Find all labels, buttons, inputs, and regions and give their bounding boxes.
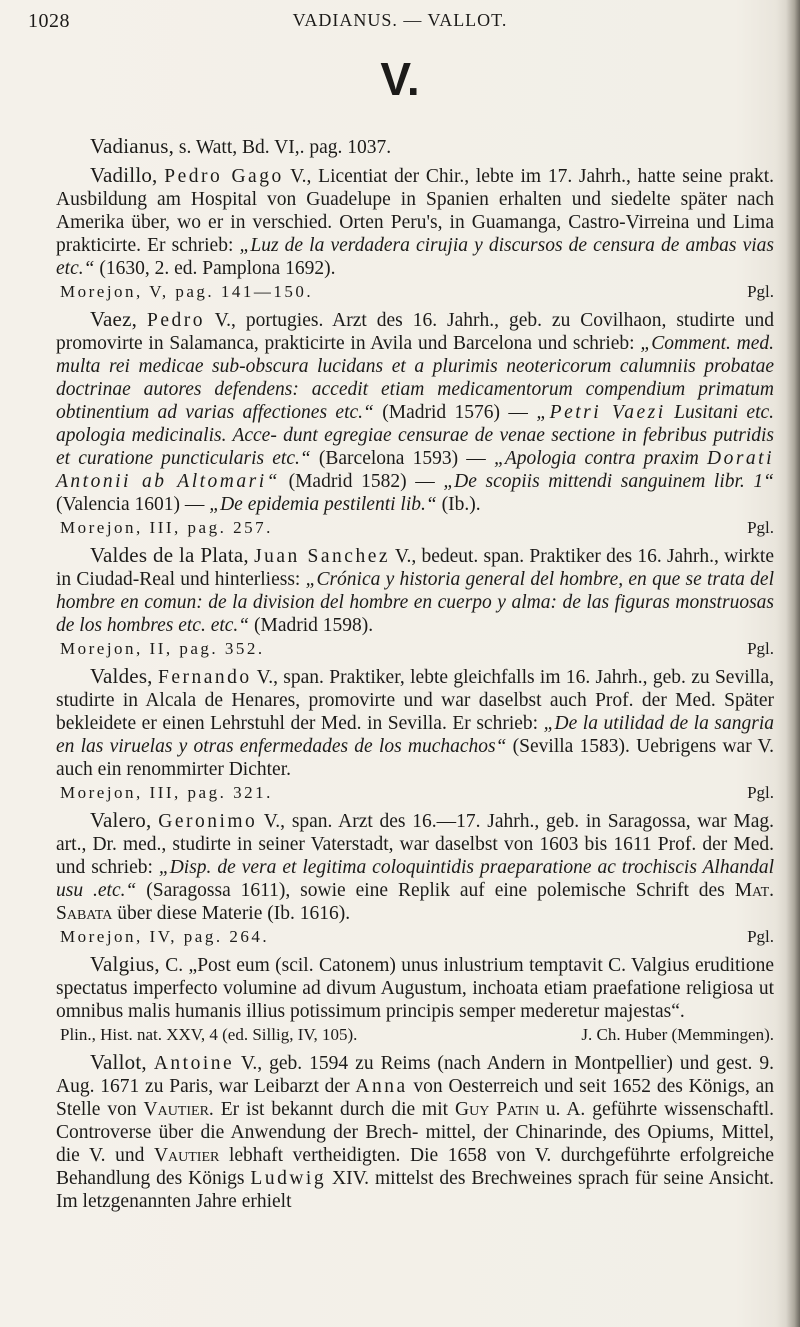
biography-text: C. „Post eum (scil. Catonem) unus inlustrium temptavit C. Valgius eruditione spectatus imperfecto volumine ad divum Augustum, inchoata etiam praefatione religiosa ut omnibus malis humanis illius potissimum principis semper mederetur majestas“. bbox=[56, 955, 774, 1022]
source-line bbox=[56, 925, 774, 948]
work-title: „De scopiis mittendi sanguinem libr. 1“ bbox=[443, 471, 774, 492]
source-line bbox=[56, 637, 774, 660]
author-abbreviation: Pgl. bbox=[747, 282, 774, 301]
biography-text: über diese Materie (Ib. 1616). bbox=[117, 903, 351, 924]
headword: Valdes, bbox=[90, 664, 153, 688]
running-head: VADIANUS. — VALLOT. bbox=[292, 10, 508, 30]
dictionary-entries bbox=[56, 135, 774, 1218]
entry-valero bbox=[56, 809, 774, 948]
work-title: „Apologia contra praxim bbox=[493, 448, 699, 469]
entry-vallot bbox=[56, 1051, 774, 1213]
biography-text: (Madrid 1598). bbox=[254, 615, 374, 636]
section-letter: V. bbox=[380, 53, 420, 105]
biography-text: u. A. geführte wissenschaftl. Controverse über die Anwendung der Brech- mittel, der Chinarinde, des Opiums, Mittel, die V. und bbox=[56, 1099, 775, 1166]
given-name: Geronimo bbox=[158, 811, 258, 832]
given-name: Pedro Gago bbox=[164, 166, 284, 187]
source-line bbox=[56, 280, 774, 303]
source-reference: Morejon, III, pag. 257. bbox=[60, 518, 273, 537]
source-line bbox=[56, 1023, 774, 1046]
author-abbreviation: Pgl. bbox=[747, 518, 774, 537]
work-title: „Petri Vaezi bbox=[536, 402, 666, 423]
given-name: Antoine bbox=[153, 1053, 235, 1074]
person-name: Guy Patin bbox=[455, 1099, 539, 1120]
person-name: Mat. Sabata bbox=[56, 880, 775, 924]
given-name: Pedro bbox=[147, 310, 206, 331]
entry-text bbox=[56, 544, 774, 637]
work-title: Dorati Antonii ab Altomari“ bbox=[56, 448, 775, 492]
biography-text: V., geb. 1594 zu Reims (nach Andern in Montpellier) und gest. 9. Aug. 1671 zu Paris, war Leibarzt der bbox=[56, 1053, 775, 1097]
page-number: 1028 bbox=[28, 10, 70, 32]
biography-text: von Oesterreich und seit 1652 des Königs, an Stelle von bbox=[56, 1076, 775, 1120]
entry-text bbox=[56, 1051, 774, 1213]
given-name: Juan Sanchez bbox=[254, 546, 391, 567]
biography-text: lebhaft vertheidigten. Die 1658 von V. durchgeführte erfolgreiche Behandlung des Königs bbox=[56, 1145, 775, 1189]
biography-text: V., span. Arzt des 16.—17. Jahrh., geb. in Saragossa, war Mag. art., Dr. med., studirte in seiner Vaterstadt, war daselbst von 1603 bis 1611 Prof. der Med. und schrieb: bbox=[56, 811, 774, 878]
source-reference: Morejon, III, pag. 321. bbox=[60, 783, 273, 802]
biography-text: (Saragossa 1611), sowie eine Replik auf eine polemische Schrift des bbox=[146, 880, 725, 901]
work-title: „Disp. de vera et legitima coloquintidis praeparatione ac trochiscis Alhandal usu .etc.“ bbox=[56, 857, 775, 901]
entry-vadianus bbox=[56, 135, 774, 159]
entry-vadillo bbox=[56, 164, 774, 303]
entry-text bbox=[56, 135, 774, 159]
author-abbreviation: Pgl. bbox=[747, 783, 774, 802]
work-title: Lusitani etc. apologia medicinalis. Acce- dunt egregiae censurae de venae sectione in febribus putridis et curatione puncticularis etc.“ bbox=[56, 402, 775, 469]
page-header bbox=[0, 4, 800, 34]
headword: Vaez, bbox=[90, 307, 138, 331]
biography-text: (Valencia 1601) — bbox=[56, 494, 205, 515]
author-abbreviation: J. Ch. Huber (Memmingen). bbox=[581, 1025, 774, 1044]
source-reference: Morejon, V, pag. 141—150. bbox=[60, 282, 314, 301]
person-name: Ludwig bbox=[250, 1168, 327, 1189]
entry-text bbox=[56, 308, 774, 516]
headword: Vadianus, bbox=[90, 134, 175, 158]
source-line bbox=[56, 516, 774, 539]
person-name: Anna bbox=[355, 1076, 408, 1097]
entry-text bbox=[56, 665, 774, 781]
given-name: Fernando bbox=[157, 667, 252, 688]
source-reference: Plin., Hist. nat. XXV, 4 (ed. Sillig, IV, 105). bbox=[60, 1025, 358, 1044]
author-abbreviation: Pgl. bbox=[747, 927, 774, 946]
source-line bbox=[56, 781, 774, 804]
headword: Valdes de la Plata, bbox=[90, 543, 249, 567]
cross-reference: s. Watt, Bd. VI,. pag. 1037. bbox=[178, 137, 392, 158]
biography-text: (Barcelona 1593) — bbox=[318, 448, 486, 469]
biography-text: (1630, 2. ed. Pamplona 1692). bbox=[99, 258, 336, 279]
entry-valdes bbox=[56, 665, 774, 804]
entry-text bbox=[56, 809, 774, 925]
headword: Valgius, bbox=[90, 952, 160, 976]
headword: Vadillo, bbox=[90, 163, 158, 187]
work-title: „De la utilidad de la sangria en las viruelas y otras enfermedades de los muchachos“ bbox=[56, 713, 775, 757]
biography-text: Er ist bekannt durch die mit bbox=[220, 1099, 449, 1120]
entry-text bbox=[56, 164, 774, 280]
entry-text bbox=[56, 953, 774, 1023]
author-abbreviation: Pgl. bbox=[747, 639, 774, 658]
work-title: „Luz de la verdadera cirujia y discursos de censura de ambas vias etc.“ bbox=[56, 235, 775, 279]
headword: Vallot, bbox=[90, 1050, 147, 1074]
biography-text: (Sevilla 1583). Uebrigens war V. auch ein renommirter Dichter. bbox=[56, 736, 774, 780]
source-reference: Morejon, II, pag. 352. bbox=[60, 639, 265, 658]
entry-valdes-de-la-plata bbox=[56, 544, 774, 660]
biography-text: (Madrid 1582) — bbox=[288, 471, 435, 492]
work-title: „Comment. med. multa rei medicae sub-obscura lucidans et a plurimis neotericorum calumniis probatae doctrinae autores defendens: accedit etiam medicamentorum compendium primatum obtinentium ad varias affectiones etc.“ bbox=[56, 333, 775, 423]
biography-text: V., Licentiat der Chir., lebte im 17. Jahrh., hatte seine prakt. Ausbildung am Hospital von Guadelupe in Spanien erhalten und siedelte später nach Amerika über, wo er in verschied. Orten Peru's, in Guamanga, Castro-Virreina und Lima prakticirte. Er schrieb: bbox=[56, 166, 775, 256]
person-name: Vautier. bbox=[143, 1099, 214, 1120]
biography-text: V., bedeut. span. Praktiker des 16. Jahrh., wirkte in Ciudad-Real und hinterliess: bbox=[56, 546, 774, 590]
work-title: „Crónica y historia general del hombre, en que se trata del hombre en comun: de la division del hombre en cuerpo y alma: de las figuras monstruosas de los hombres etc. etc.“ bbox=[56, 569, 775, 636]
headword: Valero, bbox=[90, 808, 152, 832]
biography-text: V., portugies. Arzt des 16. Jahrh., geb. zu Covilhaon, studirte und promovirte in Salamanca, prakticirte in Avila und Barcelona und schrieb: bbox=[56, 310, 775, 354]
entry-valgius bbox=[56, 953, 774, 1046]
biography-text: V., span. Praktiker, lebte gleichfalls im 16. Jahrh., geb. zu Sevilla, studirte in Alcala de Henares, promovirte und war daselbst auch Prof. der Med. Später bekleidete er einen Lehrstuhl der Med. in Sevilla. Er schrieb: bbox=[56, 667, 774, 734]
source-reference: Morejon, IV, pag. 264. bbox=[60, 927, 270, 946]
biography-text: (Madrid 1576) — bbox=[382, 402, 528, 423]
biography-text: XIV. mittelst des Brechweines sprach für seine Ansicht. Im letzgenannten Jahre erhielt bbox=[56, 1168, 775, 1212]
work-title: „De epidemia pestilenti lib.“ bbox=[209, 494, 437, 515]
entry-vaez bbox=[56, 308, 774, 539]
biography-text: (Ib.). bbox=[441, 494, 481, 515]
page-edge-shadow bbox=[786, 0, 800, 1327]
person-name: Vautier bbox=[153, 1145, 220, 1166]
